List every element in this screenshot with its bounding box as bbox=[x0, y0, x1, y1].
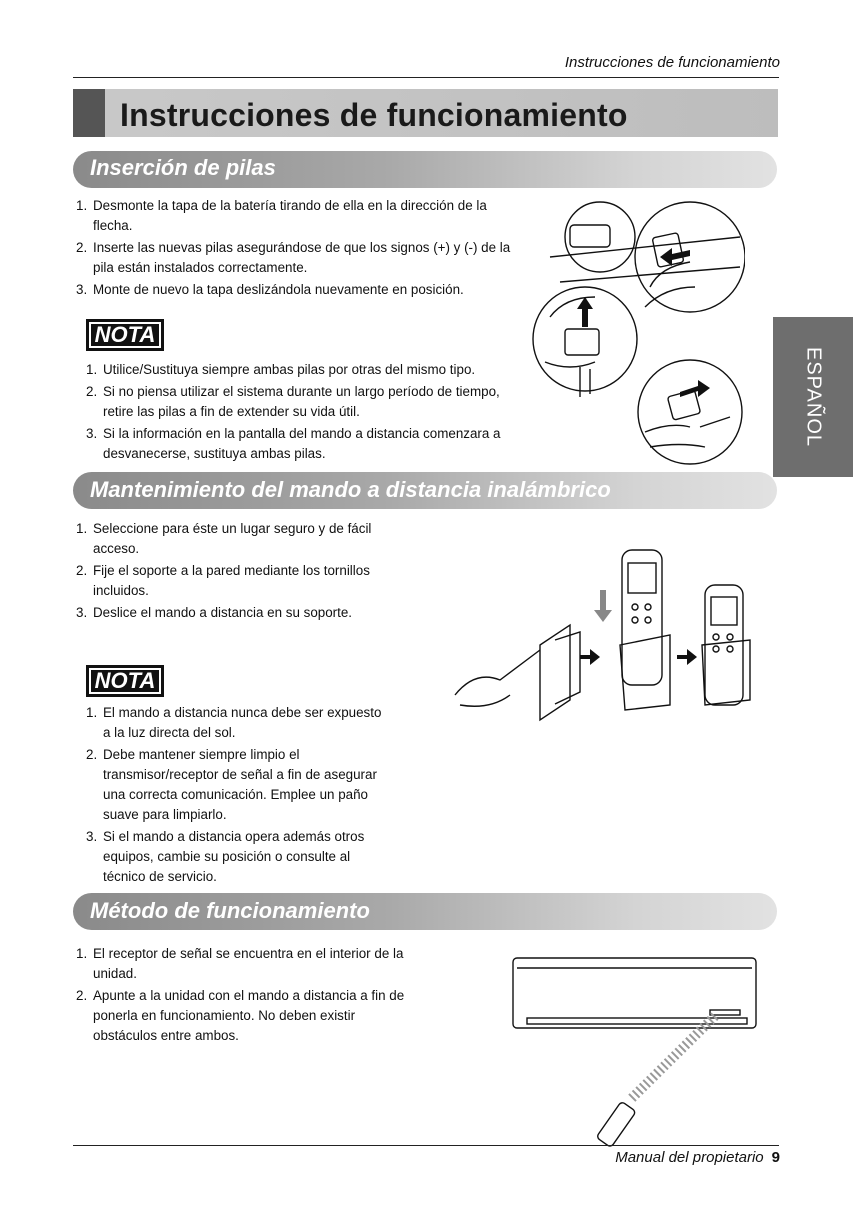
battery-notes bbox=[86, 360, 516, 466]
list-item: 1. El mando a distancia nunca debe ser expuesto a la luz directa del sol. bbox=[86, 705, 382, 740]
section-heading-maintenance: Mantenimiento del mando a distancia inalámbrico bbox=[90, 477, 611, 502]
nota-badge: NOTA bbox=[86, 319, 164, 351]
nota-badge: NOTA bbox=[86, 665, 164, 697]
maintenance-notes bbox=[86, 703, 386, 889]
maintenance-steps bbox=[76, 519, 406, 625]
list-item: 1. Utilice/Sustituya siempre ambas pilas por otras del mismo tipo. bbox=[86, 362, 476, 377]
page-number: 9 bbox=[771, 1149, 780, 1166]
list-item: 1. El receptor de señal se encuentra en el interior de la unidad. bbox=[76, 946, 404, 981]
battery-illustration bbox=[530, 197, 745, 467]
list-item: 2. Si no piensa utilizar el sistema durante un largo período de tiempo, retire las pilas a fin de extender su vida útil. bbox=[86, 384, 500, 419]
list-item: 1. Seleccione para éste un lugar seguro y de fácil acceso. bbox=[76, 521, 372, 556]
list-item: 3. Si la información en la pantalla del mando a distancia comenzara a desvanecerse, sustituya ambas pilas. bbox=[86, 426, 501, 461]
battery-steps bbox=[76, 196, 521, 302]
list-item: 2. Apunte a la unidad con el mando a distancia a fin de ponerla en funcionamiento. No deben existir obstáculos entre ambos. bbox=[76, 988, 405, 1043]
list-item: 3. Si el mando a distancia opera además otros equipos, cambie su posición o consulte al técnico de servicio. bbox=[86, 829, 365, 884]
list-item: 2. Debe mantener siempre limpio el transmisor/receptor de señal a fin de asegurar una correcta comunicación. Emplee un paño suave para limpiarlo. bbox=[86, 747, 377, 822]
indoor-unit-illustration bbox=[505, 950, 770, 1150]
title-accent-block bbox=[73, 89, 105, 137]
list-item: 3. Monte de nuevo la tapa deslizándola nuevamente en posición. bbox=[76, 282, 464, 297]
header-rule bbox=[73, 77, 779, 78]
remote-holder-illustration bbox=[450, 545, 760, 735]
footer-rule bbox=[73, 1145, 779, 1146]
section-heading-battery: Inserción de pilas bbox=[90, 155, 276, 180]
language-tab-label: ESPAÑOL bbox=[802, 347, 825, 447]
page-title: Instrucciones de funcionamiento bbox=[120, 97, 628, 133]
list-item: 1. Desmonte la tapa de la batería tirando de ella en la dirección de la flecha. bbox=[76, 198, 487, 233]
operation-steps bbox=[76, 944, 406, 1048]
footer-label: Manual del propietario bbox=[615, 1149, 764, 1166]
list-item: 2. Inserte las nuevas pilas asegurándose de que los signos (+) y (-) de la pila están instalados correctamente. bbox=[76, 240, 511, 275]
footer bbox=[560, 1149, 780, 1166]
list-item: 2. Fije el soporte a la pared mediante los tornillos incluidos. bbox=[76, 563, 370, 598]
list-item: 3. Deslice el mando a distancia en su soporte. bbox=[76, 605, 353, 620]
section-heading-operation: Método de funcionamiento bbox=[90, 898, 370, 923]
running-header: Instrucciones de funcionamiento bbox=[564, 54, 780, 71]
